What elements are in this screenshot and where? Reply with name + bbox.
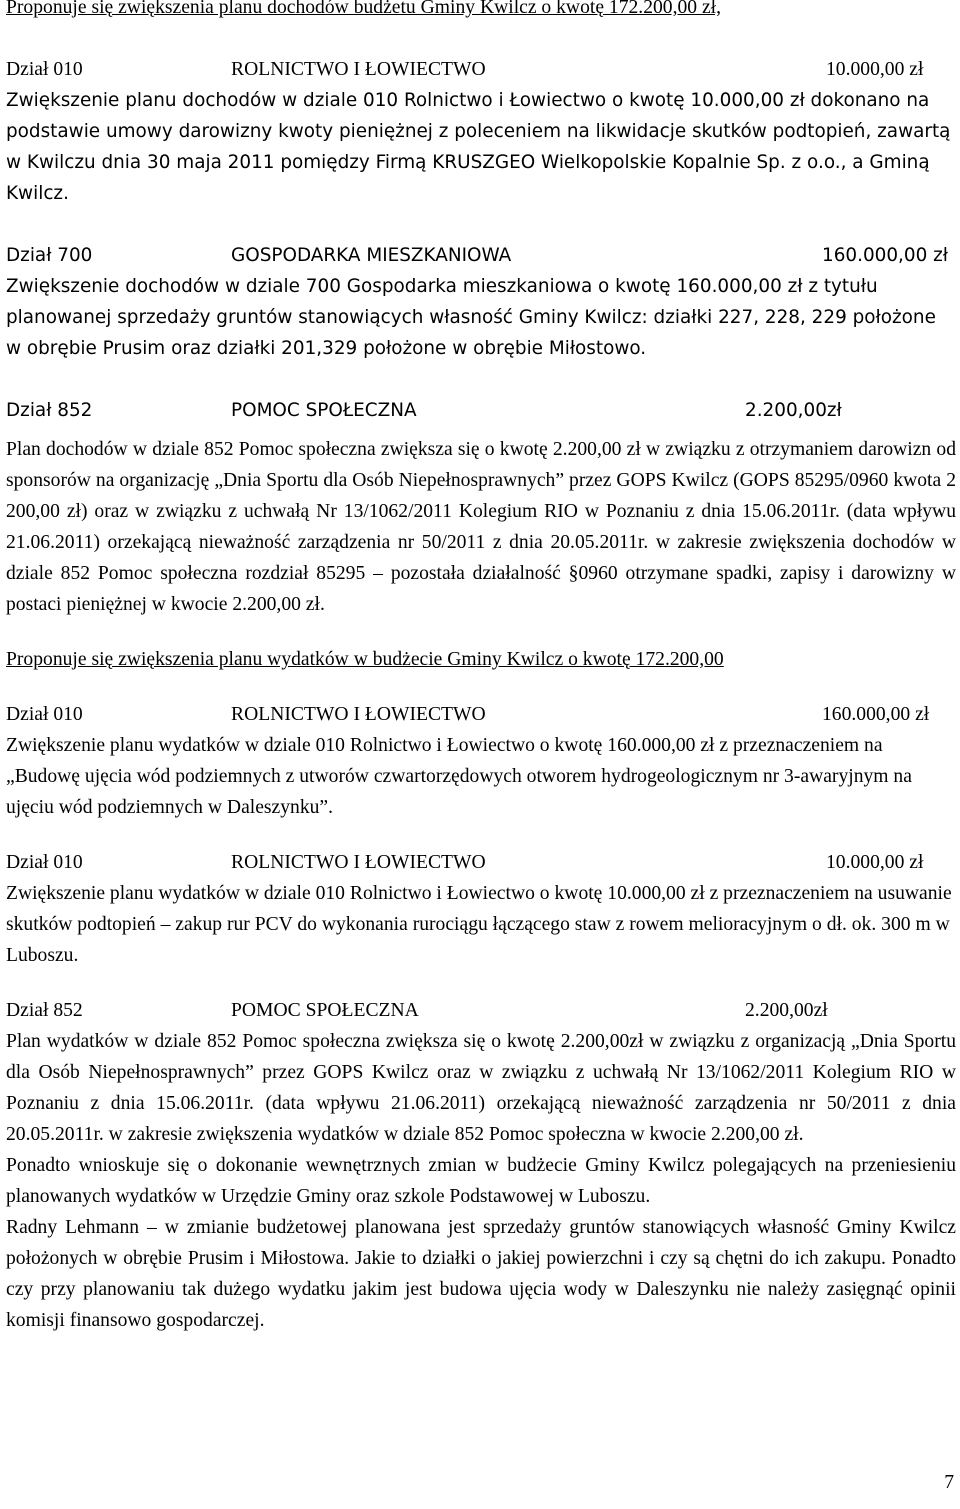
councillor-lehmann-paragraph: Radny Lehmann – w zmianie budżetowej planowana jest sprzedaży gruntów stanowiących własność Gminy Kwilcz położonych w obrębie Prusim i Miłostowa. Jakie to działki o jakiej powierzchni i czy są chętni do ich zakupu. Ponadto czy przy planowaniu tak dużego wydatku jakim jest budowa ujęcia wody w Daleszynku nie należy zasięgnąć opinii komisji finansowo gospodarczej. bbox=[6, 1217, 956, 1331]
dzial-number: Dział 700 bbox=[6, 245, 93, 266]
section-text-010-expense-a: Zwiększenie planu wydatków w dziale 010 Rolnictwo i Łowiectwo o kwotę 160.000,00 zł z przeznaczeniem na „Budowę ujęcia wód podziemnych z utworów czwartorzędowych otworem hydrogeologicznym nr 3-awaryjnym na ujęciu wód podziemnych w Daleszynku”. bbox=[6, 735, 912, 818]
dzial-number: Dział 852 bbox=[6, 1000, 83, 1021]
section-text-010-expense-b: Zwiększenie planu wydatków w dziale 010 Rolnictwo i Łowiectwo o kwotę 10.000,00 zł z przeznaczeniem na usuwanie skutków podtopień – zakup rur PCV do wykonania rurociągu łączącego staw z rowem melioracyjnym o dł. ok. 300 m w Luboszu. bbox=[6, 883, 952, 966]
section-header-010-income bbox=[6, 54, 956, 85]
dzial-name: ROLNICTWO I ŁOWIECTWO bbox=[231, 59, 486, 80]
dzial-number: Dział 010 bbox=[6, 852, 83, 873]
dzial-amount: 10.000,00 zł bbox=[826, 852, 924, 873]
dzial-name: ROLNICTWO I ŁOWIECTWO bbox=[231, 704, 486, 725]
section-header-852-income bbox=[6, 395, 956, 426]
expense-proposal-heading: Proponuje się zwiększenia planu wydatków w budżecie Gminy Kwilcz o kwotę 172.200,00 bbox=[6, 649, 724, 670]
dzial-amount: 10.000,00 zł bbox=[826, 59, 924, 80]
dzial-name: GOSPODARKA MIESZKANIOWA bbox=[231, 245, 512, 266]
section-text-010-income: Zwiększenie planu dochodów w dziale 010 Rolnictwo i Łowiectwo o kwotę 10.000,00 zł dokonano na podstawie umowy darowizny kwoty pieniężnej z poleceniem na likwidacje skutków podtopień, zawartą w Kwilczu dnia 30 maja 2011 pomiędzy Firmą KRUSZGEO Wielkopolskie Kopalnie Sp. z o.o., a Gminą Kwilcz. bbox=[6, 90, 951, 204]
section-text-700-income: Zwiększenie dochodów w dziale 700 Gospodarka mieszkaniowa o kwotę 160.000,00 zł z tytułu planowanej sprzedaży gruntów stanowiących własność Gminy Kwilcz: działki 227, 228, 229 położone w obrębie Prusim oraz działki 201,329 położone w obrębie Miłostowo. bbox=[6, 276, 936, 359]
section-header-852-expense bbox=[6, 995, 956, 1026]
dzial-name: ROLNICTWO I ŁOWIECTWO bbox=[231, 852, 486, 873]
section-text-852-income: Plan dochodów w dziale 852 Pomoc społeczna zwiększa się o kwotę 2.200,00 zł w związku z otrzymaniem darowizn od sponsorów na organizację „Dnia Sportu dla Osób Niepełnosprawnych” przez GOPS Kwilcz (GOPS 85295/0960 kwota 2 200,00 zł) oraz w związku z uchwałą Nr 13/1062/2011 Kolegium RIO w Poznaniu z dnia 15.06.2011r. (data wpływu 21.06.2011) orzekającą nieważność zarządzenia nr 50/2011 z dnia 20.05.2011r. w zakresie zwiększenia dochodów w dziale 852 Pomoc społeczna rozdział 85295 – pozostała działalność §0960 otrzymane spadki, zapisy i darowizny w postaci pieniężnej w kwocie 2.200,00 zł. bbox=[6, 439, 956, 615]
internal-changes-paragraph: Ponadto wnioskuje się o dokonanie wewnętrznych zmian w budżecie Gminy Kwilcz polegających na przeniesieniu planowanych wydatków w Urzędzie Gminy oraz szkole Podstawowej w Luboszu. bbox=[6, 1155, 956, 1207]
dzial-number: Dział 010 bbox=[6, 704, 83, 725]
dzial-amount: 2.200,00zł bbox=[745, 1000, 828, 1021]
income-proposal-heading: Proponuje się zwiększenia planu dochodów budżetu Gminy Kwilcz o kwotę 172.200,00 zł, bbox=[6, 0, 722, 18]
dzial-number: Dział 852 bbox=[6, 400, 93, 421]
page-number: 7 bbox=[944, 1472, 954, 1493]
dzial-amount: 160.000,00 zł bbox=[822, 704, 930, 725]
dzial-amount: 2.200,00zł bbox=[745, 400, 842, 421]
document-page bbox=[6, 0, 956, 1336]
section-header-700-income bbox=[6, 240, 956, 271]
section-header-010-expense-a bbox=[6, 699, 956, 730]
section-text-852-expense: Plan wydatków w dziale 852 Pomoc społeczna zwiększa się o kwotę 2.200,00zł w związku z organizacją „Dnia Sportu dla Osób Niepełnosprawnych” przez GOPS Kwilcz oraz w związku z uchwałą Nr 13/1062/2011 Kolegium RIO w Poznaniu z dnia 15.06.2011r. (data wpływu 21.06.2011) orzekającą nieważność zarządzenia nr 50/2011 z dnia 20.05.2011r. w zakresie zwiększenia wydatków w dziale 852 Pomoc społeczna w kwocie 2.200,00 zł. bbox=[6, 1031, 956, 1145]
section-header-010-expense-b bbox=[6, 847, 956, 878]
dzial-name: POMOC SPOŁECZNA bbox=[231, 1000, 419, 1021]
dzial-number: Dział 010 bbox=[6, 59, 83, 80]
dzial-name: POMOC SPOŁECZNA bbox=[231, 400, 417, 421]
dzial-amount: 160.000,00 zł bbox=[822, 245, 949, 266]
